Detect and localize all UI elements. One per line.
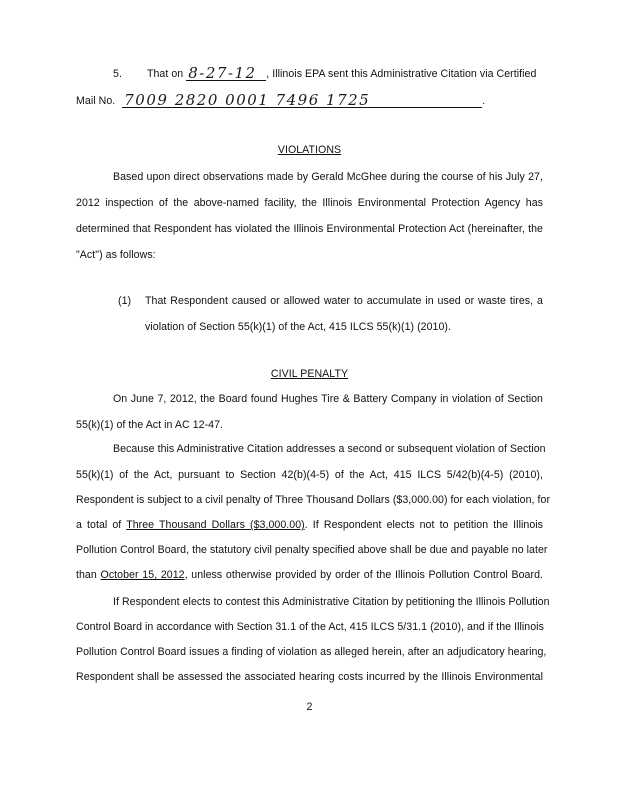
- paragraph-number: 5.: [113, 68, 122, 80]
- penalty-p2-line-1: Because this Administrative Citation addresses a second or subsequent violation of Section: [113, 443, 546, 455]
- violations-line-1: Based upon direct observations made by Gerald McGhee during the course of his July 27,: [113, 171, 543, 183]
- penalty-p2-line-6: [76, 568, 543, 582]
- handwritten-mail-number: 7009 2820 0001 7496 1725: [124, 91, 371, 109]
- total-amount: Three Thousand Dollars ($3,000.00): [126, 519, 305, 531]
- penalty-p2-line-3: Respondent is subject to a civil penalty of Three Thousand Dollars ($3,000.00) for each violation, for: [76, 494, 551, 506]
- penalty-p3-line-1: If Respondent elects to contest this Administrative Citation by petitioning the Illinois Pollution: [113, 596, 550, 608]
- violation-item-line-1: That Respondent caused or allowed water to accumulate in used or waste tires, a: [145, 295, 543, 307]
- violation-item-number: (1): [118, 295, 132, 307]
- than-suffix: , unless otherwise provided by order of the Illinois Pollution Control Board.: [184, 569, 544, 581]
- page-number: 2: [306, 701, 313, 713]
- penalty-p1-line-2: 55(k)(1) of the Act in AC 12-47.: [76, 419, 224, 431]
- penalty-p2-line-5: Pollution Control Board, the statutory civil penalty specified above shall be due and payable no later: [76, 544, 548, 556]
- violation-item-line-2: violation of Section 55(k)(1) of the Act, 415 ILCS 55(k)(1) (2010).: [145, 321, 452, 333]
- penalty-p2-line-4: [76, 518, 543, 532]
- penalty-p1-line-1: On June 7, 2012, the Board found Hughes Tire & Battery Company in violation of Section: [113, 393, 543, 405]
- paragraph-lead: That on: [146, 68, 184, 80]
- handwritten-date: 8-27-12: [188, 64, 257, 82]
- paragraph-5-text: , Illinois EPA sent this Administrative Citation via Certified: [266, 68, 537, 80]
- penalty-p3-line-2: Control Board in accordance with Section 31.1 of the Act, 415 ILCS 5/31.1 (2010), and if the Illinois: [76, 621, 544, 633]
- due-date: October 15, 2012: [100, 569, 185, 581]
- civil-penalty-heading: CIVIL PENALTY: [270, 368, 349, 380]
- violations-line-3: determined that Respondent has violated the Illinois Environmental Protection Act (hereinafter, the: [76, 223, 543, 235]
- violations-line-4: "Act") as follows:: [76, 249, 156, 261]
- total-suffix: . If Respondent elects not to petition the Illinois: [304, 519, 544, 531]
- total-prefix: a total of: [76, 519, 122, 531]
- violations-line-2: 2012 inspection of the above-named facility, the Illinois Environmental Protection Agency has: [76, 197, 543, 209]
- violations-heading: VIOLATIONS: [277, 144, 342, 156]
- mail-end: .: [482, 95, 486, 107]
- mail-label: Mail No.: [76, 95, 116, 107]
- penalty-p2-line-2: 55(k)(1) of the Act, pursuant to Section 42(b)(4-5) of the Act, 415 ILCS 5/42(b)(4-5) (2010),: [76, 469, 543, 481]
- penalty-p3-line-4: Respondent shall be assessed the associated hearing costs incurred by the Illinois Environmental: [76, 671, 543, 683]
- than-prefix: than: [76, 569, 97, 581]
- mail-number-blank: [122, 93, 482, 108]
- date-blank: [186, 66, 266, 81]
- penalty-p3-line-3: Pollution Control Board issues a finding of violation as alleged herein, after an adjudicatory hearing,: [76, 646, 547, 658]
- paragraph-5-line-2: [76, 93, 485, 108]
- paragraph-5-line-1: [113, 66, 536, 81]
